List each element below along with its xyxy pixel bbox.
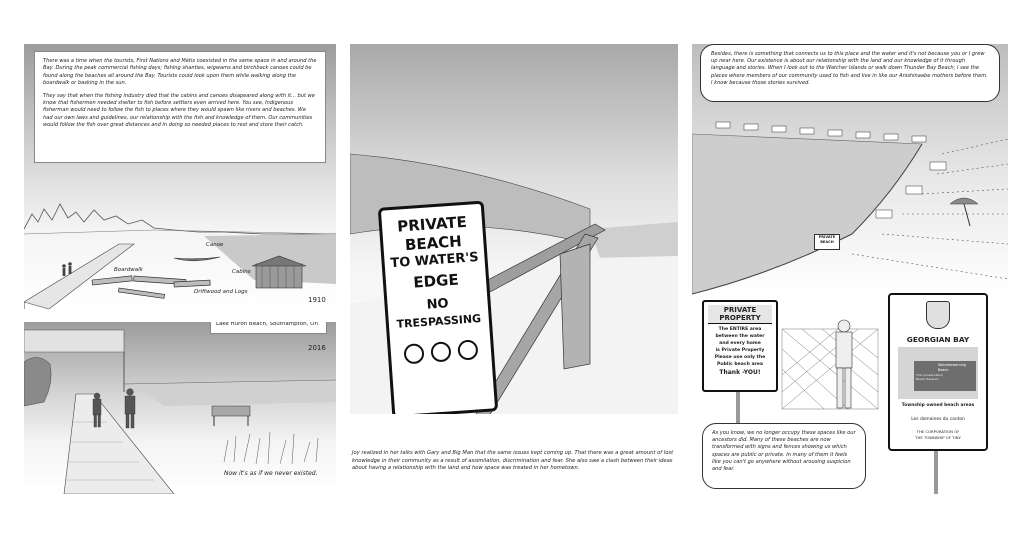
township-map xyxy=(898,347,978,399)
private-property-body-4: is Private Property xyxy=(715,348,765,353)
small-sign-line-2: BEACH xyxy=(820,240,834,244)
private-property-body-3: and every home xyxy=(719,341,761,346)
beach-2016-illustration xyxy=(24,322,336,494)
speech-text-bottom: As you know, we no longer occupy these spaces like our ancestors did. Many of these beaches are now transformed with signs and fences showing us which spaces are public or private. In many of them it feels like you can't go anywhere without arousing suspicion and fear. xyxy=(712,430,856,473)
label-cabins: Cabins xyxy=(232,269,251,275)
legend-french: Les domaines du canton xyxy=(911,417,965,422)
location-label: Lake Huron Beach, Southampton, On xyxy=(216,322,318,327)
label-canoe: Canoe xyxy=(206,242,224,248)
legend-township-areas: Township owned beach areas xyxy=(901,403,975,408)
panel-1910 xyxy=(24,44,336,309)
history-paragraph-2: They say that when the fishing industry died that the cabins and canoes disapeared along with it... but we know that fishermen needed shelter to fish before settlers even arrived here. You see, Indigenous fisherman would need to follow the fish to places where they would spawn like rivers and beaches. We had our own laws and guidelines, our relationship with the fish and knowledge of them. Our communities would follow the fish over great distances and in doing so needed places to rest and store their catch. xyxy=(43,92,315,129)
private-beach-sign xyxy=(378,201,498,414)
joy-caption-visible: Joy realized in her talks with Gary and Big Man that the same issues kept coming up. That there was a great amount of lost knowledge in their community as a result of assimilation, discrimination and fear. She also saw a clash between their ideas about having a relationship with the land and how space was treated in her hometown. xyxy=(352,450,674,472)
year-2016: 2016 xyxy=(308,344,326,352)
caption-never-existed: Now it's as if we never existed. xyxy=(224,470,318,477)
panel-private-beach xyxy=(350,44,678,414)
sign-line-4: EDGE xyxy=(412,270,460,292)
township-footer-2: THE TOWNSHIP OF TINY xyxy=(915,435,961,440)
private-property-thank-you: Thank -YOU! xyxy=(719,369,761,376)
private-property-sign xyxy=(702,300,778,392)
map-label-reserve: This Conservation Beach Reserve xyxy=(916,373,943,381)
panel-2016 xyxy=(24,322,336,494)
private-property-body-2: between the water xyxy=(715,334,765,339)
speech-text-top: Besides, there is something that connects us to this place and the water and it's not because you or I grew up near here. Our existence is about our relationship with the land and our knowledge of it through language and stories. When I look out to the Watcher Islands or walk down Thunder Bay Beach; I see the places where members of our community used to fish and live in like our Anishinaabe mothers before them. I know because those stories survived. xyxy=(711,51,988,86)
speech-bubble-bottom xyxy=(702,423,866,489)
no-fire-icon xyxy=(430,341,451,362)
sign-line-5: NO xyxy=(426,296,450,313)
no-dog-icon xyxy=(404,343,425,364)
panel-georgian-bay xyxy=(692,44,1008,494)
township-footer-1: THE CORPORATION OF xyxy=(916,429,960,434)
private-property-body-1: The ENTIRE area xyxy=(718,327,762,332)
sign-line-2: BEACH xyxy=(404,232,463,255)
year-1910: 1910 xyxy=(308,296,326,304)
history-paragraph-1: There was a time when the tourists, First Nations and Métis coexisted in the same space in and around the Bay. During the peak commercial fishing days; fishing shanties, wigwams and birchback canoes could be found along the beaches all around the Bay. Tourists could look upon them while walking along the boardwalk or basking in the sun. xyxy=(43,58,317,87)
label-boardwalk: Boardwalk xyxy=(114,267,143,273)
label-driftwood: Driftwood and Logs xyxy=(194,289,248,295)
small-sign-line-1: PRIVATE xyxy=(818,235,836,239)
sign-line-1: PRIVATE xyxy=(396,212,468,236)
speech-bubble-top xyxy=(700,44,1000,102)
small-private-beach-sign xyxy=(814,234,840,250)
no-camping-icon xyxy=(457,339,478,360)
private-property-body-5: Please use only the xyxy=(714,355,766,360)
map-label-beach: Wolvebewarning Beach xyxy=(938,363,967,372)
township-crest xyxy=(926,301,950,329)
no-activity-icons xyxy=(400,339,483,384)
private-property-title-2: PROPERTY xyxy=(719,314,761,322)
georgian-bay-title: GEORGIAN BAY xyxy=(906,335,970,344)
sign-line-3: TO WATER'S xyxy=(389,250,480,272)
private-property-body-6: Public beach area xyxy=(716,362,764,367)
private-property-title-1: PRIVATE xyxy=(723,306,757,314)
sign-line-6: TRESPASSING xyxy=(396,312,482,331)
beach-1910-illustration xyxy=(24,44,336,309)
private-property-title xyxy=(708,305,772,324)
georgian-bay-sign xyxy=(888,293,988,451)
